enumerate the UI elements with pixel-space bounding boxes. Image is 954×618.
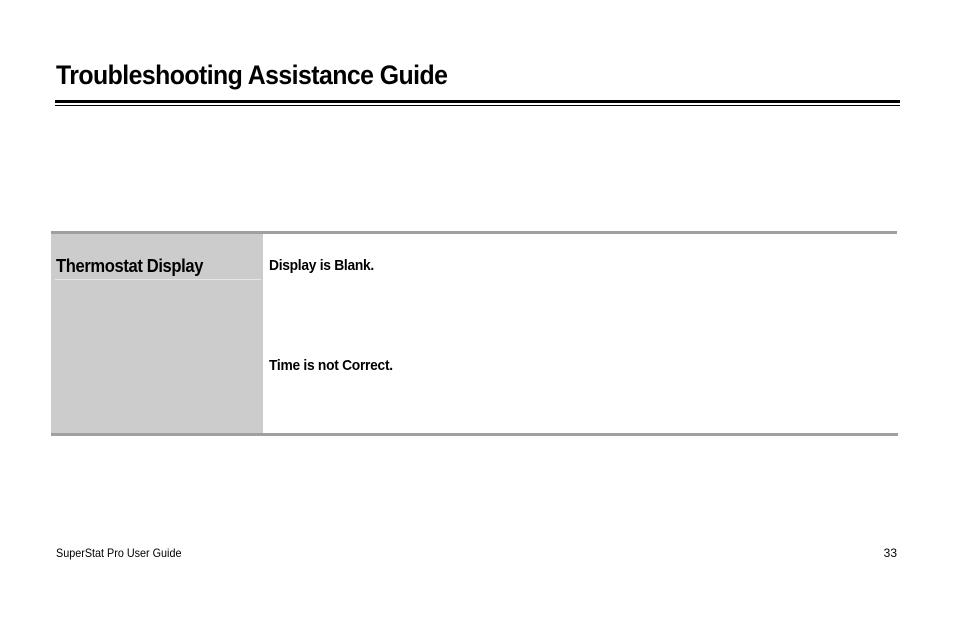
- footer-page-number: 33: [883, 546, 897, 560]
- footer-document-name: SuperStat Pro User Guide: [56, 546, 182, 560]
- problem-display-blank: Display is Blank.: [269, 257, 374, 274]
- title-rule-thin: [55, 105, 900, 106]
- page-title: Troubleshooting Assistance Guide: [56, 60, 448, 90]
- problem-time-incorrect: Time is not Correct.: [269, 357, 393, 374]
- table-bottom-rule: [51, 433, 898, 436]
- title-rule-thick: [55, 100, 900, 103]
- category-label: Thermostat Display: [56, 256, 204, 276]
- category-underline: [55, 279, 261, 280]
- category-cell: [51, 234, 263, 433]
